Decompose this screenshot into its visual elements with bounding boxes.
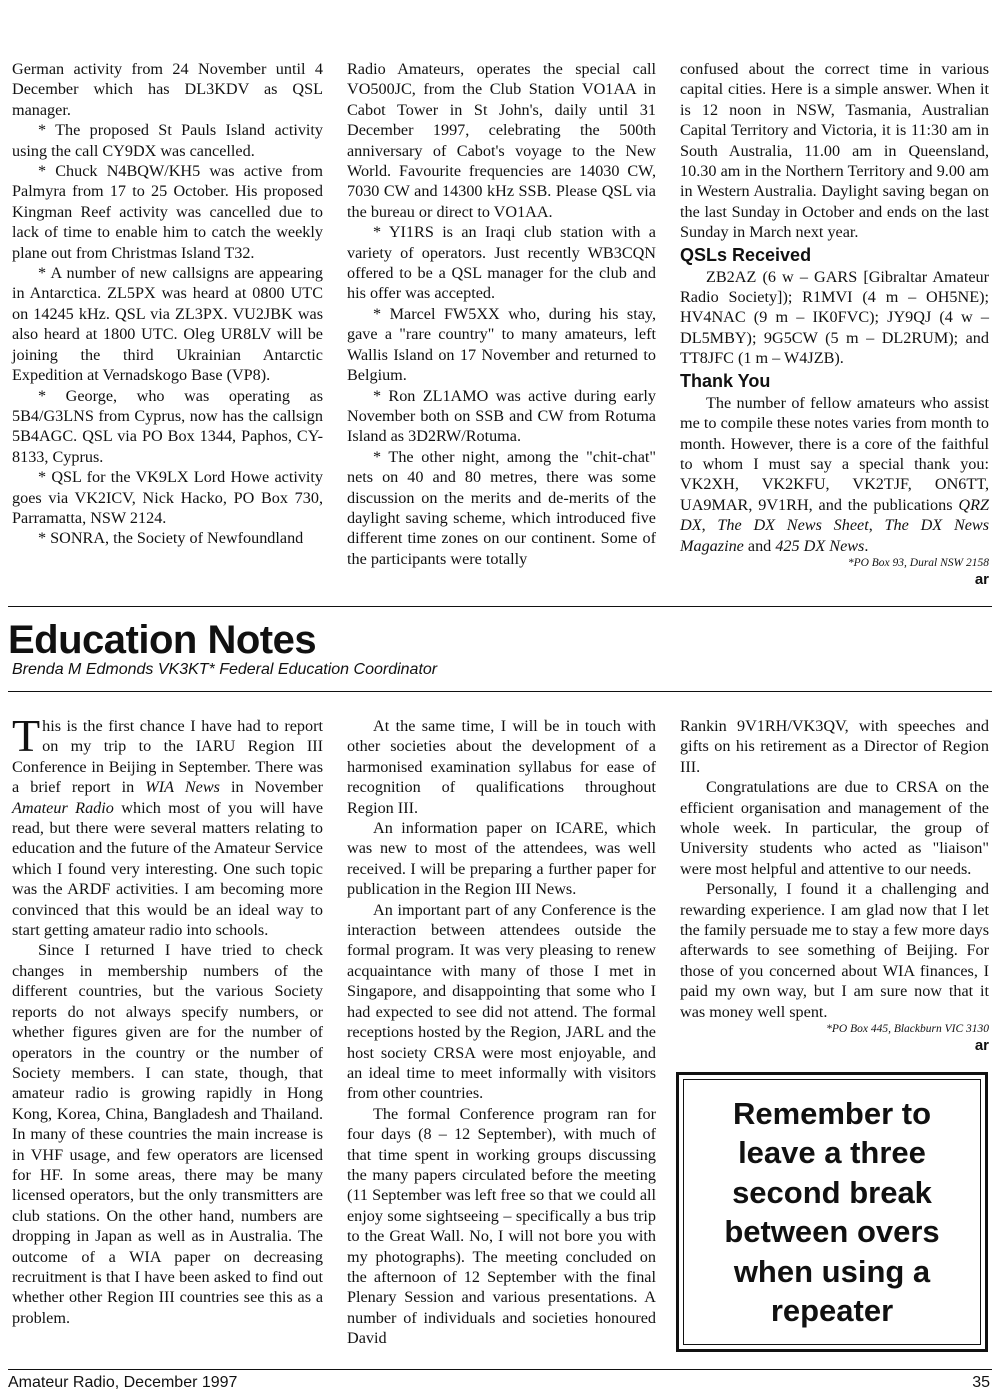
publication-title: The DX News Magazine [680, 516, 990, 555]
reminder-box-inner [683, 1079, 981, 1345]
thank-you-heading: Thank You [680, 370, 771, 391]
text-span: which most of you will have read, but there were several matters relating to education and the future of the Amateur Service which I found very interesting. One such topic was the ARDF activities. I am becoming more convinced that this would be an ideal way to start getting amateur radio into schools. [12, 798, 324, 940]
paragraph: * The proposed St Pauls Island activity using the call CY9DX was cancelled. [12, 121, 323, 160]
top-column-1 [12, 59, 323, 549]
text-span: , [868, 516, 885, 535]
top-column-2 [347, 59, 656, 569]
paragraph: confused about the correct time in various capital cities. Here is a simple answer. When it is 12 noon in NSW, Tasmania, Australian Capital Territory and Victoria, it is 11:30 am in South Australia, 11.00 am in Queensland, 10.30 am in the Northern Territory and 9.00 am in Western Australia. Daylight saving began on the last Sunday in October and ends on the last Sunday in March next year. [680, 60, 989, 242]
publication-title: QRZ DX [680, 495, 989, 535]
top-column-3 [680, 59, 989, 589]
paragraph: The formal Conference program ran for four days (8 – 12 September), with much of that time spent in working groups discussing the many papers circulated before the meeting (11 September was left free so that we could all enjoy some sightseeing – specifically a bus trip to the Great Wall. No, I will not bore you with my photographs). The meeting concluded on the afternoon of 12 September with the final Plenary Session and various presentations. A number of individuals and societies honoured David [347, 1104, 656, 1348]
paragraph: * The other night, among the "chit-chat" nets on 40 and 80 metres, there was some discussion on the merits and de-merits of the daylight saving scheme, which introduced five different time zones on our continent. Some of the participants were totally [347, 447, 656, 568]
paragraph [680, 393, 989, 556]
text-span: his is the first chance I have had to report on my trip to the IARU Region III Conference in Beijing in September. There was a brief report in [12, 717, 323, 797]
qsls-received-heading: QSLs Received [680, 244, 812, 265]
paragraph: Congratulations are due to CRSA on the efficient organisation and management of the whole week. In particular, the group of University students who acted as "liaison" were most helpful and attentive to our needs. [680, 778, 989, 878]
paragraph: * SONRA, the Society of Newfoundland [38, 529, 304, 548]
paragraph: * Ron ZL1AMO was active during early November both on SSB and CW from Rotuma Island as 3D2RW/Rotuma. [347, 386, 656, 446]
text-span: The number of fellow amateurs who assist me to compile these notes varies from month to month. However, there is a core of the faithful to whom I must say a special thank you: VK2XH, VK2KFU, VK2TJF, ON6TT, UA9MAR, 9V1RH, and the publications [680, 393, 989, 514]
publication-title: 425 DX News [775, 536, 865, 555]
paragraph: Rankin 9V1RH/VK3QV, with speeches and gifts on his retirement as a Director of Region III. [680, 717, 989, 776]
author-address: *PO Box 445, Blackburn VIC 3130 [826, 1023, 989, 1036]
section-title: Education Notes [8, 618, 317, 662]
bottom-column-2 [347, 716, 656, 1349]
paragraph: * George, who was operating as 5B4/G3LNS from Cyprus, now has the callsign 5B4AGC. QSL via PO Box 1344, Paphos, CY-8133, Cyprus. [12, 386, 323, 466]
bottom-column-3 [680, 716, 989, 1055]
paragraph: German activity from 24 November until 4 December which has DL3KDV as QSL manager. [12, 60, 323, 119]
drop-cap: T [12, 710, 41, 761]
paragraph: * Marcel FW5XX who, during his stay, gave a "rare country" to many amateurs, left Wallis Island on 17 November and returned to Belgium. [347, 304, 656, 385]
paragraph: * A number of new callsigns are appearing in Antarctica. ZL5PX was heard at 0800 UTC on 14245 kHz. QSL via ZL3PX. VU2JBK was also heard at 1800 UTC. Oleg UR8LV will be joining the third Ukrainian Antarctic Expedition at Vernadskogo Base (VP8). [12, 264, 323, 385]
text-span: . [864, 536, 869, 555]
paragraph: Since I returned I have tried to check changes in membership numbers of the different countries, but the various Society reports do not always specify numbers, or whether figures given are for the number of operators in the country or the number of Society members. I can state, though, that amateur radio is growing rapidly in Hong Kong, Korea, China, Bangladesh and Thailand. In many of these countries the main increase is in VHF usage, and few operators are licensed for HF. In some areas, there may be many licensed operators, but the only transmitters are club stations. On the other hand, numbers are dropping in Japan as well as in Australia. The outcome of a WIA paper on decreasing recruitment is that I have been asked to find out whether other Region III countries see this as a problem. [12, 941, 323, 1327]
ar-mark: ar [974, 570, 989, 588]
paragraph: Personally, I found it a challenging and rewarding experience. I am glad now that I let the family persuade me to stay a few more days afterwards to see something of Beijing. For those of you concerned about WIA finances, I paid my own way, but I am sure now that it was money well spent. [680, 880, 989, 1021]
text-span: in November [219, 778, 323, 797]
reminder-text: Remember to leave a three second break between overs when using a repeater [724, 1095, 940, 1328]
section-divider [8, 606, 992, 607]
paragraph: * QSL for the VK9LX Lord Howe activity goes via VK2ICV, Nick Hacko, PO Box 730, Parramatta, NSW 2124. [12, 468, 323, 527]
text-span: and [743, 536, 776, 555]
publication-title: Amateur Radio [12, 798, 114, 817]
repeater-reminder-box [676, 1072, 988, 1352]
byline-divider [8, 691, 992, 692]
ar-mark: ar [974, 1037, 989, 1055]
footer-divider [8, 1369, 992, 1370]
paragraph: At the same time, I will be in touch with other societies about the development of a harmonised examination syllabus for ease of recognition of qualifications throughout Region III. [347, 717, 656, 817]
text-span: , [701, 516, 718, 535]
publication-title: WIA News [145, 778, 220, 797]
paragraph: Radio Amateurs, operates the special call VO500JC, from the Club Station VO1AA in Cabot Tower in St John's, daily until 31 December 1997, celebrating the 500th anniversary of Cabot's voyage to the New World. Favourite frequencies are 14030 CW, 7030 CW and 14300 kHz SSB. Please QSL via the bureau or direct to VO1AA. [347, 60, 656, 221]
paragraph: * Chuck N4BQW/KH5 was active from Palmyra from 17 to 25 October. His proposed Kingman Reef activity was cancelled due to lack of time to enable him to catch the weekly plane out from Christmas Island T32. [12, 162, 323, 262]
author-address: *PO Box 93, Dural NSW 2158 [847, 556, 989, 569]
paragraph: An information paper on ICARE, which was new to most of the attendees, was well received. I will be preparing a further paper for publication in the Region III News. [347, 819, 656, 899]
paragraph: * YI1RS is an Iraqi club station with a variety of operators. Just recently WB3CQN offered to be a QSL manager for the club and his offer was accepted. [347, 223, 656, 303]
paragraph [12, 710, 324, 940]
paragraph: An important part of any Conference is the interaction between attendees outside the formal program. It was very pleasing to renew acquaintance with many of those I met in Singapore, and disappointing that some who I had expected to see did not attend. The formal receptions hosted by the Region, JARL and the host society CRSA were most enjoyable, and an ideal time to meet informally with visitors from other countries. [347, 900, 656, 1103]
publication-title: The DX News Sheet [717, 516, 869, 535]
page-number: 35 [972, 1374, 990, 1391]
section-byline: Brenda M Edmonds VK3KT* Federal Education Coordinator [12, 661, 438, 678]
bottom-column-1 [12, 710, 324, 1328]
paragraph: ZB2AZ (6 w – GARS [Gibraltar Amateur Radio Society]); R1MVI (4 m – OH5NE); HV4NAC (9 m – IK0FVC); JY9QJ (4 w – DL5MBY); 9G5CW (5 m – DL2RUM); and TT8JFC (1 m – W4JZB). [680, 267, 989, 368]
footer-publication: Amateur Radio, December 1997 [8, 1374, 238, 1391]
